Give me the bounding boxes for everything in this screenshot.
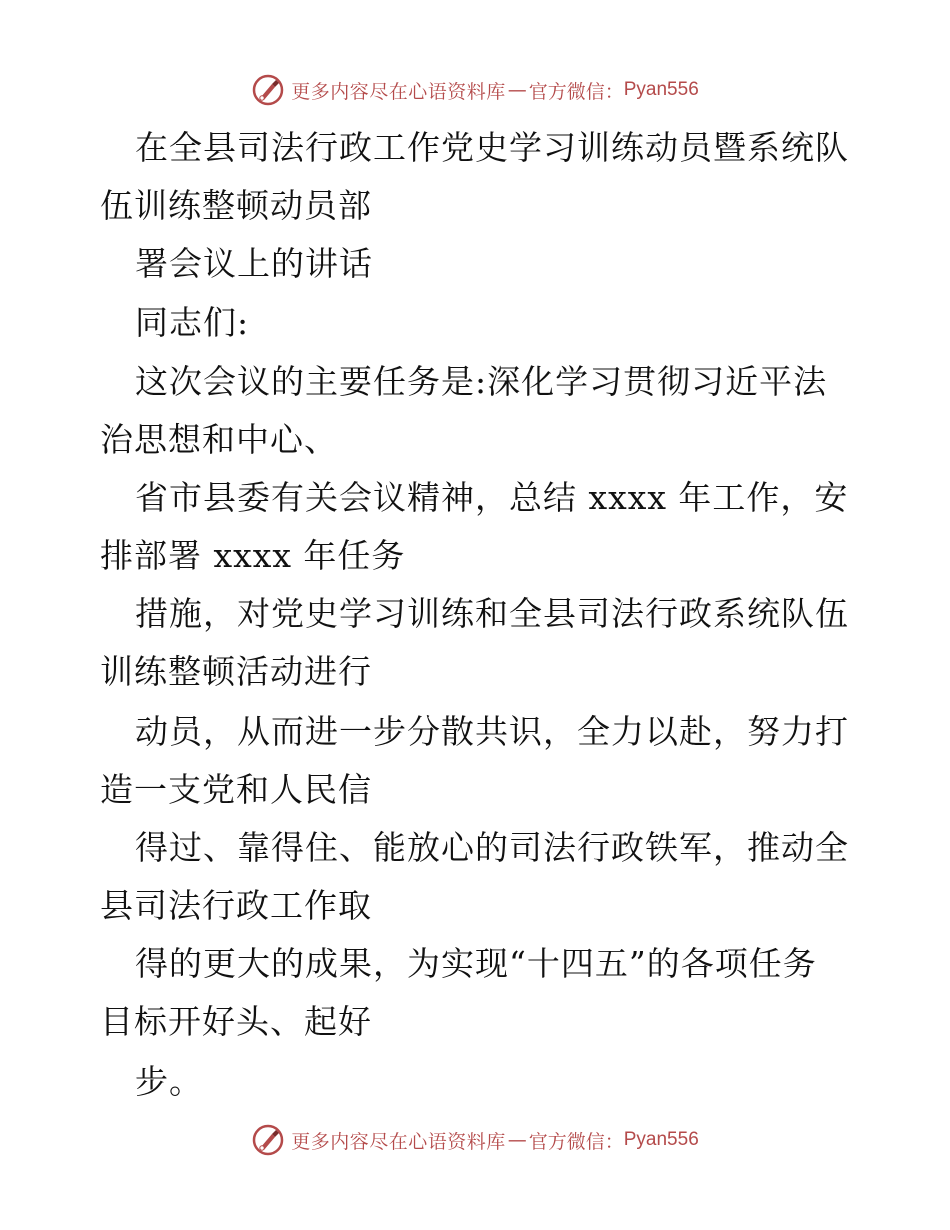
- text-line: 措施，对党史学习训练和全县司法行政系统队伍: [135, 594, 849, 633]
- text-line: 这次会议的主要任务是:深化学习贯彻习近平法: [135, 362, 828, 401]
- text-line: 动员，从而进一步分散共识，全力以赴，努力打: [135, 712, 849, 751]
- text-line: 造一支党和人民信: [100, 770, 372, 809]
- text-line: 排部署 xxxx 年任务: [100, 536, 406, 575]
- text-line: 步。: [135, 1062, 203, 1101]
- text-line: 在全县司法行政工作党史学习训练动员暨系统队: [135, 128, 849, 167]
- text-line: 训练整顿活动进行: [100, 652, 372, 691]
- banner-wechat-id: Pyan556: [623, 79, 699, 100]
- banner-wechat-label: 官方微信：: [528, 80, 624, 103]
- text-line: 治思想和中心、: [100, 420, 338, 459]
- pen-nib-icon: [251, 73, 285, 107]
- text-line: 得过、靠得住、能放心的司法行政铁军，推动全: [135, 828, 849, 867]
- banner-brand-text: 更多内容尽在心语资料库: [291, 80, 506, 103]
- banner-dash: —: [507, 79, 527, 101]
- text-line: 伍训练整顿动员部: [100, 186, 372, 225]
- footer-banner: [0, 1120, 950, 1160]
- pen-nib-icon: [251, 1123, 285, 1157]
- banner-brand-text: 更多内容尽在心语资料库: [291, 1130, 506, 1153]
- text-line: 同志们:: [135, 303, 250, 342]
- banner-wechat-id: Pyan556: [623, 1129, 699, 1150]
- banner-wechat-label: 官方微信：: [528, 1130, 624, 1153]
- text-line: 得的更大的成果，为实现“十四五”的各项任务: [135, 944, 817, 983]
- text-line: 署会议上的讲话: [135, 244, 373, 283]
- header-banner: [0, 70, 950, 110]
- text-line: 县司法行政工作取: [100, 886, 372, 925]
- text-line: 目标开好头、起好: [100, 1002, 372, 1041]
- text-line: 省市县委有关会议精神，总结 xxxx 年工作，安: [135, 478, 849, 517]
- banner-dash: —: [507, 1129, 527, 1151]
